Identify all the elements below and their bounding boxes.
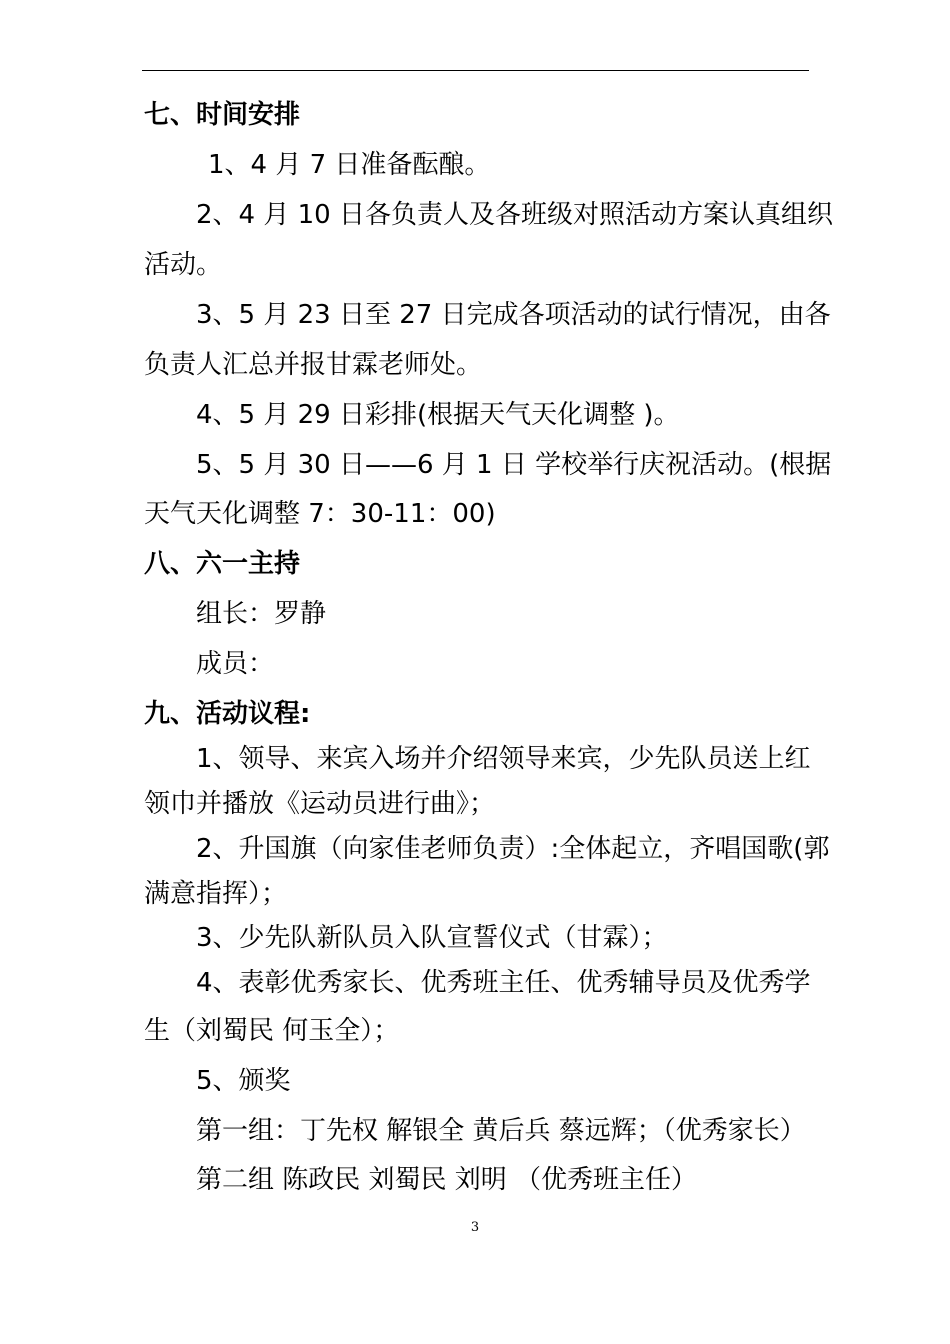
agenda-item-4-continued: 生（刘蜀民 何玉全）； bbox=[144, 1016, 400, 1046]
schedule-item-1: 1、4 月 7 日准备酝酿。 bbox=[208, 150, 491, 180]
page-number: 3 bbox=[470, 1220, 480, 1235]
agenda-item-2-continued: 满意指挥）； bbox=[144, 879, 288, 909]
section-heading-host: 八、六一主持 bbox=[144, 549, 301, 579]
section-heading-agenda: 九、活动议程: bbox=[144, 699, 311, 729]
agenda-item-4: 4、表彰优秀家长、优秀班主任、优秀辅导员及优秀学 bbox=[196, 968, 811, 998]
host-leader: 组长：罗静 bbox=[196, 599, 327, 629]
agenda-item-1: 1、领导、来宾入场并介绍领导来宾，少先队员送上红 bbox=[196, 744, 811, 774]
agenda-item-1-continued: 领巾并播放《运动员进行曲》； bbox=[144, 789, 496, 819]
schedule-item-5: 5、5 月 30 日——6 月 1 日 学校举行庆祝活动。(根据 bbox=[196, 450, 832, 480]
agenda-item-5: 5、颁奖 bbox=[196, 1066, 291, 1096]
agenda-item-2: 2、升国旗（向家佳老师负责）:全体起立，齐唱国歌(郭 bbox=[196, 834, 830, 864]
agenda-item-3: 3、少先队新队员入队宣誓仪式（甘霖）； bbox=[196, 923, 668, 953]
schedule-item-5-continued: 天气天化调整 7：30-11：00) bbox=[144, 499, 496, 529]
schedule-item-3: 3、5 月 23 日至 27 日完成各项活动的试行情况，由各 bbox=[196, 300, 831, 330]
award-group-2: 第二组 陈政民 刘蜀民 刘明 （优秀班主任） bbox=[196, 1165, 698, 1195]
schedule-item-3-continued: 负责人汇总并报甘霖老师处。 bbox=[144, 350, 483, 380]
schedule-item-4: 4、5 月 29 日彩排(根据天气天化调整 )。 bbox=[196, 400, 680, 430]
schedule-item-2-continued: 活动。 bbox=[144, 250, 223, 280]
section-heading-schedule: 七、时间安排 bbox=[144, 100, 301, 130]
host-members: 成员： bbox=[196, 649, 275, 679]
header-rule bbox=[142, 70, 809, 71]
schedule-item-2: 2、4 月 10 日各负责人及各班级对照活动方案认真组织 bbox=[196, 200, 833, 230]
award-group-1: 第一组：丁先权 解银全 黄后兵 蔡远辉；（优秀家长） bbox=[196, 1116, 806, 1146]
